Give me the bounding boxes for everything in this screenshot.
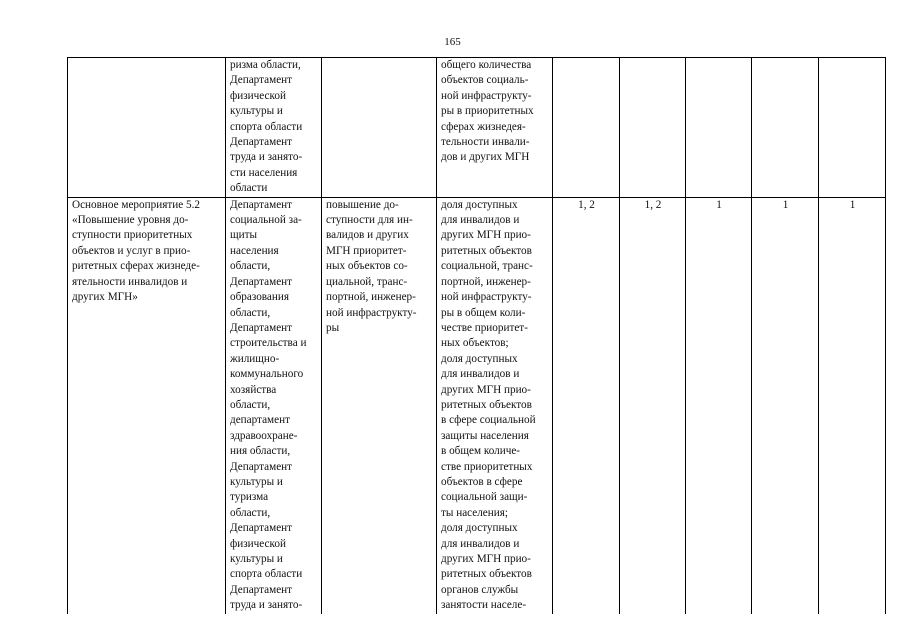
activity-line: других МГН» [72, 291, 138, 304]
indicators-line: ты населения; [441, 506, 508, 519]
executors-line: области, [230, 260, 271, 273]
executors-line: труда и занято- [230, 599, 303, 612]
indicators-line: социальной защи- [441, 491, 528, 504]
executors-line: населения [230, 244, 279, 257]
result-cell [322, 58, 437, 198]
indicators-line: ной инфраструкту- [441, 291, 532, 304]
executors-line: спорта области [230, 568, 303, 581]
indicators-line: стве приоритетных [441, 460, 533, 473]
year-value-cell [620, 58, 686, 198]
page-number: 165 [444, 36, 461, 48]
indicators-line: ной инфраструкту- [441, 89, 532, 102]
indicators-line: в общем количе- [441, 445, 521, 458]
result-line: МГН приоритет- [326, 244, 407, 257]
indicators-line: для инвалидов и [441, 368, 520, 381]
activity-line: Основное мероприятие 5.2 [72, 198, 200, 211]
executors-line: Департамент [230, 136, 293, 149]
indicators-line: общего количества [441, 59, 532, 71]
activity-line: объектов и услуг в прио- [72, 244, 191, 257]
indicators-cell [437, 197, 553, 613]
executors-line: образования [230, 291, 290, 304]
indicators-line: ры в приоритетных [441, 105, 534, 118]
indicators-line: сферах жизнедея- [441, 120, 526, 133]
year-value-cell: 1, 2 [553, 197, 620, 613]
executors-cell [226, 197, 322, 613]
indicators-line: ритетных объектов [441, 244, 532, 257]
executors-line: Департамент [230, 460, 293, 473]
indicators-line: доля доступных [441, 522, 518, 535]
indicators-line: ры в общем коли- [441, 306, 526, 319]
indicators-line: органов службы [441, 583, 519, 596]
indicators-line: ритетных объектов [441, 398, 532, 411]
executors-line: департамент [230, 414, 290, 427]
activity-line: ритетных сферах жизнеде- [72, 260, 200, 273]
indicators-line: других МГН прио- [441, 553, 531, 565]
result-line: циальной, транс- [326, 275, 408, 288]
activity-line: «Повышение уровня до- [72, 214, 189, 227]
indicators-line: других МГН прио- [441, 229, 531, 242]
result-line: ной инфраструкту- [326, 306, 417, 319]
activity-cell [68, 197, 226, 613]
result-line: портной, инженер- [326, 291, 416, 304]
executors-line: Департамент [230, 321, 293, 334]
executors-line: области [230, 182, 268, 195]
executors-line: Департамент [230, 198, 293, 211]
executors-line: социальной за- [230, 214, 302, 227]
indicators-line: социальной, транс- [441, 260, 533, 273]
executors-line: культуры и [230, 553, 283, 565]
year-value-cell: 1 [686, 197, 752, 613]
indicators-line: для инвалидов и [441, 537, 520, 550]
activity-line: ятельности инвалидов и [72, 275, 188, 288]
indicators-cell [437, 58, 553, 198]
executors-line: хозяйства [230, 383, 277, 396]
indicators-line: объектов социаль- [441, 74, 529, 87]
year-value-cell: 1, 2 [620, 197, 686, 613]
executors-line: культуры и [230, 475, 283, 488]
executors-line: ния области, [230, 445, 291, 458]
indicators-line: других МГН прио- [441, 383, 531, 396]
executors-line: физической [230, 89, 286, 102]
executors-line: сти населения [230, 166, 298, 179]
executors-line: строительства и [230, 337, 307, 350]
year-value-cell: 1 [752, 197, 819, 613]
executors-line: туризма [230, 491, 269, 504]
result-line: ры [326, 321, 340, 334]
indicators-line: объектов в сфере [441, 475, 523, 488]
executors-line: области, [230, 398, 271, 411]
executors-line: области, [230, 306, 271, 319]
executors-line: труда и занято- [230, 151, 303, 164]
indicators-line: защиты населения [441, 429, 529, 442]
result-line: валидов и других [326, 229, 409, 242]
indicators-line: ритетных объектов [441, 568, 532, 581]
executors-cell [226, 58, 322, 198]
executors-line: Департамент [230, 275, 293, 288]
indicators-line: для инвалидов и [441, 214, 520, 227]
table-row [68, 197, 886, 613]
result-line: ных объектов со- [326, 260, 408, 273]
year-value-cell [686, 58, 752, 198]
year-value-cell: 1 [819, 197, 886, 613]
measures-table [67, 57, 886, 614]
indicators-line: тельности инвали- [441, 136, 530, 149]
indicators-line: ных объектов; [441, 337, 509, 350]
indicators-line: в сфере социальной [441, 414, 536, 427]
indicators-line: занятости населе- [441, 599, 527, 612]
executors-line: жилищно- [230, 352, 280, 365]
executors-line: ризма области, [230, 59, 301, 71]
executors-line: коммунального [230, 368, 304, 381]
result-line: повышение до- [326, 198, 399, 211]
table-row [68, 58, 886, 198]
table-body [68, 58, 886, 614]
activity-line: ступности приоритетных [72, 229, 193, 242]
indicators-line: доля доступных [441, 352, 518, 365]
executors-line: спорта области [230, 120, 303, 133]
executors-line: культуры и [230, 105, 283, 118]
indicators-line: портной, инженер- [441, 275, 531, 288]
result-line: ступности для ин- [326, 214, 413, 227]
indicators-line: дов и других МГН [441, 151, 530, 164]
activity-cell [68, 58, 226, 198]
indicators-line: доля доступных [441, 198, 518, 211]
executors-line: щиты [230, 229, 258, 242]
result-cell [322, 197, 437, 613]
year-value-cell [553, 58, 620, 198]
indicators-line: честве приоритет- [441, 321, 528, 334]
executors-line: Департамент [230, 74, 293, 87]
year-value-cell [752, 58, 819, 198]
year-value-cell [819, 58, 886, 198]
executors-line: Департамент [230, 522, 293, 535]
executors-line: Департамент [230, 583, 293, 596]
executors-line: физической [230, 537, 286, 550]
executors-line: области, [230, 506, 271, 519]
executors-line: здравоохране- [230, 429, 298, 442]
